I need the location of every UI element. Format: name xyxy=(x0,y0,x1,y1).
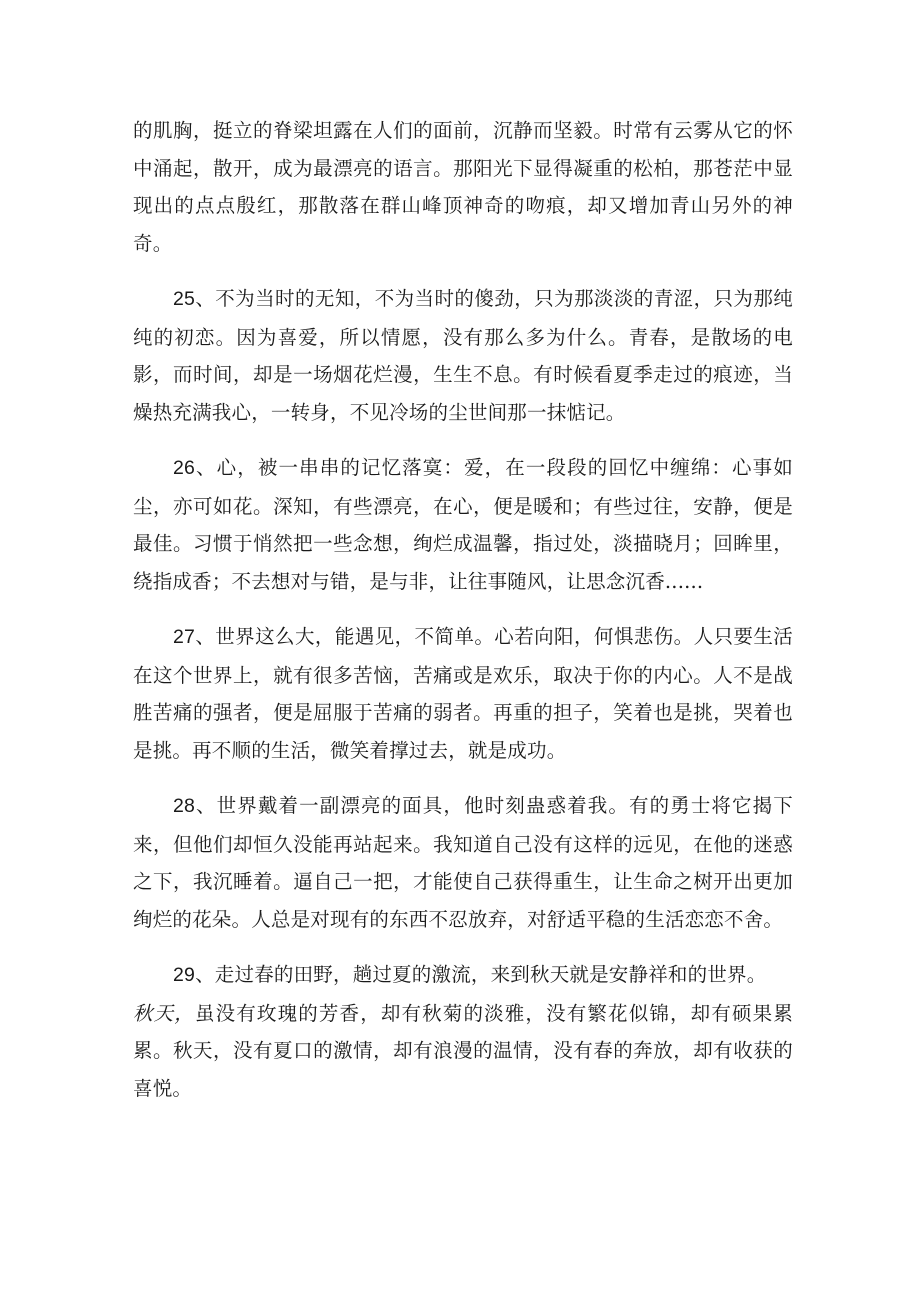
paragraph-text: 、世界戴着一副漂亮的面具，他时刻蛊惑着我。有的勇士将它揭下来，但他们却恒久没能再站起来。我知道自己没有这样的远见，在他的迷惑之下，我沉睡着。逼自己一把，才能使自己获得重生，让生命之树开出更加绚烂的花朵。人总是对现有的东西不忍放弃，对舒适平稳的生活恋恋不舍。 xyxy=(133,794,793,931)
paragraph-text: 、不为当时的无知，不为当时的傻劲，只为那淡淡的青涩，只为那纯纯的初恋。因为喜爱，所以情愿，没有那么多为什么。青春，是散场的电影，而时间，却是一场烟花烂漫，生生不息。有时候看夏季走过的痕迹，当燥热充满我心，一转身，不见冷场的尘世间那一抹惦记。 xyxy=(133,287,793,424)
paragraph-text: 的肌胸，挺立的脊梁坦露在人们的面前，沉静而坚毅。时常有云雾从它的怀中涌起，散开，成为最漂亮的语言。那阳光下显得凝重的松柏，那苍茫中显现出的点点殷红，那散落在群山峰顶神奇的吻痕，却又增加青山另外的神奇。 xyxy=(133,119,793,255)
paragraph-lead-italic: 秋天， xyxy=(133,1001,195,1025)
paragraph-text-tail: 虽没有玫瑰的芳香，却有秋菊的淡雅，没有繁花似锦，却有硕果累累。秋天，没有夏口的激情，却有浪漫的温情，没有春的奔放，却有收获的喜悦。 xyxy=(133,1001,793,1100)
paragraph-number: 28 xyxy=(173,795,196,817)
paragraph-27 xyxy=(133,618,793,769)
paragraph-text: 、世界这么大，能遇见，不简单。心若向阳，何惧悲伤。人只要生活在这个世界上，就有很多苦恼，苦痛或是欢乐，取决于你的内心。人不是战胜苦痛的强者，便是屈服于苦痛的弱者。再重的担子，笑着也是挑，哭着也是挑。再不顺的生活，微笑着撑过去，就是成功。 xyxy=(133,625,793,762)
paragraph-26 xyxy=(133,449,793,600)
paragraph-number: 26 xyxy=(173,457,196,479)
paragraph-28 xyxy=(133,787,793,938)
paragraph-text: 、走过春的田野，趟过夏的激流，来到秋天就是安静祥和的世界。 xyxy=(195,963,767,986)
document-body xyxy=(133,112,793,1125)
paragraph-text: 、心，被一串串的记忆落寞：爱，在一段段的回忆中缠绵：心事如尘，亦可如花。深知，有些漂亮，在心，便是暖和；有些过往，安静，便是最佳。习惯于悄然把一些念想，绚烂成温馨，指过处，淡描晓月；回眸里，绕指成香；不去想对与错，是与非，让往事随风，让思念沉香...... xyxy=(133,456,793,593)
paragraph-29 xyxy=(133,956,793,1107)
paragraph-number: 27 xyxy=(173,626,196,648)
paragraph-number: 25 xyxy=(173,288,196,310)
paragraph-number: 29 xyxy=(173,964,196,986)
paragraph-25 xyxy=(133,280,793,431)
paragraph-continued xyxy=(133,112,793,262)
